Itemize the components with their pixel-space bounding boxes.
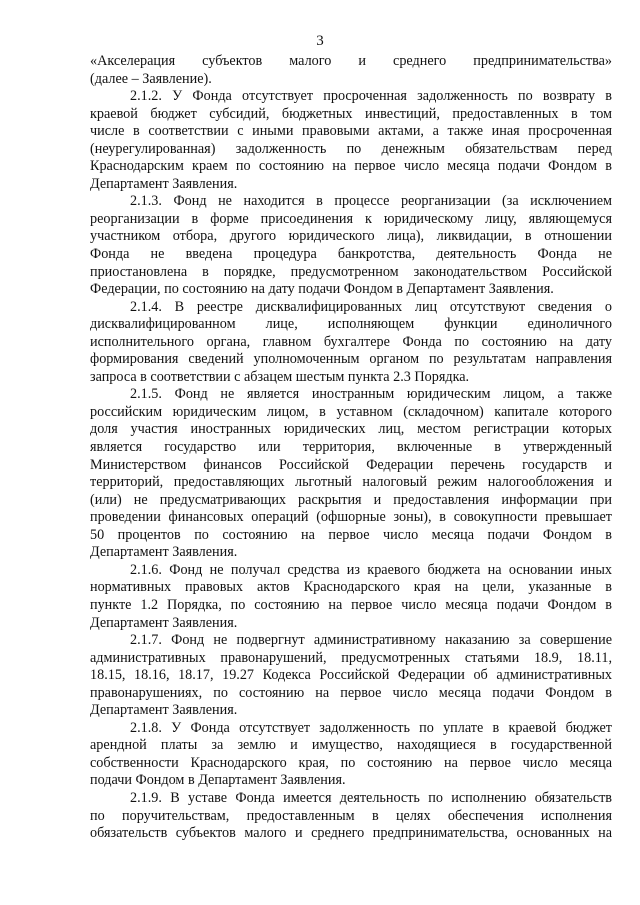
text-line: обязательств субъектов малого и среднего предпринимательства, основанных на (90, 825, 612, 842)
text-line: 50 процентов по состоянию на первое число месяца подачи Фондом в (90, 526, 612, 543)
text-line: по поручительствам, предоставленным в целях обеспечения исполнения (90, 807, 612, 824)
text-line: территорий, предоставляющих льготный налоговый режим налогообложения и (90, 474, 612, 491)
text-line: является государство или территория, включенные в утвержденный (90, 439, 612, 456)
paragraph-2-1-5-first-line: 2.1.5. Фонд не является иностранным юридическим лицом, а также (130, 386, 612, 403)
text-line: (или) не предусматривающих раскрытия и предоставления информации при (90, 491, 612, 508)
text-line: Федерации, по состоянию на дату подачи Фондом в Департамент Заявления. (90, 281, 554, 298)
text-line: «Акселерация субъектов малого и среднего предпринимательства» (90, 53, 612, 69)
document-body (90, 53, 612, 843)
text-line: нормативных правовых актов Краснодарского края на цели, указанные в (90, 579, 612, 596)
text-line: запроса в соответствии с абзацем шестым пункта 2.3 Порядка. (90, 368, 470, 385)
text-line: Департамент Заявления. (90, 614, 238, 631)
paragraph-2-1-6-first-line: 2.1.6. Фонд не получал средства из краевого бюджета на основании иных (130, 561, 612, 578)
paragraph-2-1-9-first-line: 2.1.9. В уставе Фонда имеется деятельность по исполнению обязательств (130, 789, 612, 806)
text-line: (неурегулированная) задолженность по денежным обязательствам перед (90, 140, 612, 157)
text-line: 18.15, 18.16, 18.17, 19.27 Кодекса Российской Федерации об административных (90, 667, 612, 684)
text-line: (далее – Заявление). (90, 70, 212, 87)
text-line: участником отбора, другого юридического лица), ликвидации, в отношении (90, 228, 612, 245)
text-line: числе в соответствии с иными правовыми актами, а также иная просроченная (90, 123, 612, 140)
text-line: формирования сведений уполномоченным органом по результатам направления (90, 351, 612, 368)
text-line: российским юридическим лицом, в уставном (складочном) капитале которого (90, 403, 612, 420)
text-line: Министерством финансов Российской Федерации перечень государств и (90, 456, 612, 473)
text-line: арендной платы за землю и имущество, находящиеся в государственной (90, 737, 612, 754)
text-line: краевой бюджет субсидий, бюджетных инвестиций, предоставленных в том (90, 105, 612, 122)
text-line: Департамент Заявления. (90, 175, 238, 192)
text-line: собственности Краснодарского края, по состоянию на первое число месяца (90, 754, 612, 771)
paragraph-2-1-2-first-line: 2.1.2. У Фонда отсутствует просроченная задолженность по возврату в (130, 88, 612, 105)
text-line: пункте 1.2 Порядка, по состоянию на первое число месяца подачи Фондом в (90, 596, 612, 613)
text-line: Фонда не введена процедура банкротства, деятельность Фонда не (90, 246, 612, 263)
paragraph-2-1-8-first-line: 2.1.8. У Фонда отсутствует задолженность по уплате в краевой бюджет (130, 719, 612, 736)
text-line: правонарушениях, по состоянию на первое число месяца подачи Фондом в (90, 684, 612, 701)
text-line: подачи Фондом в Департамент Заявления. (90, 772, 346, 789)
text-line: Департамент Заявления. (90, 544, 238, 561)
text-line: административных правонарушений, предусмотренных статьями 18.9, 18.11, (90, 649, 612, 666)
text-line: приостановлена в порядке, предусмотренном законодательством Российской (90, 263, 612, 280)
paragraph-2-1-4-first-line: 2.1.4. В реестре дисквалифицированных лиц отсутствуют сведения о (130, 298, 612, 315)
text-line: дисквалифицированном лице, исполняющем функции единоличного (90, 316, 612, 333)
page-number: 3 (316, 33, 324, 49)
text-line: Краснодарским краем по состоянию на первое число месяца подачи Фондом в (90, 158, 612, 175)
text-line: Департамент Заявления. (90, 702, 238, 719)
text-line: проведении финансовых операций (офшорные зоны), в совокупности превышает (90, 509, 612, 526)
paragraph-2-1-7-first-line: 2.1.7. Фонд не подвергнут административному наказанию за совершение (130, 632, 612, 649)
text-line: доля участия иностранных юридических лиц, местом регистрации которых (90, 421, 612, 438)
text-line: исполнительного органа, главном бухгалтере Фонда по состоянию на дату (90, 333, 612, 350)
paragraph-2-1-3-first-line: 2.1.3. Фонд не находится в процессе реорганизации (за исключением (130, 193, 612, 210)
text-line: реорганизации в форме присоединения к юридическому лицу, являющемуся (90, 210, 612, 227)
